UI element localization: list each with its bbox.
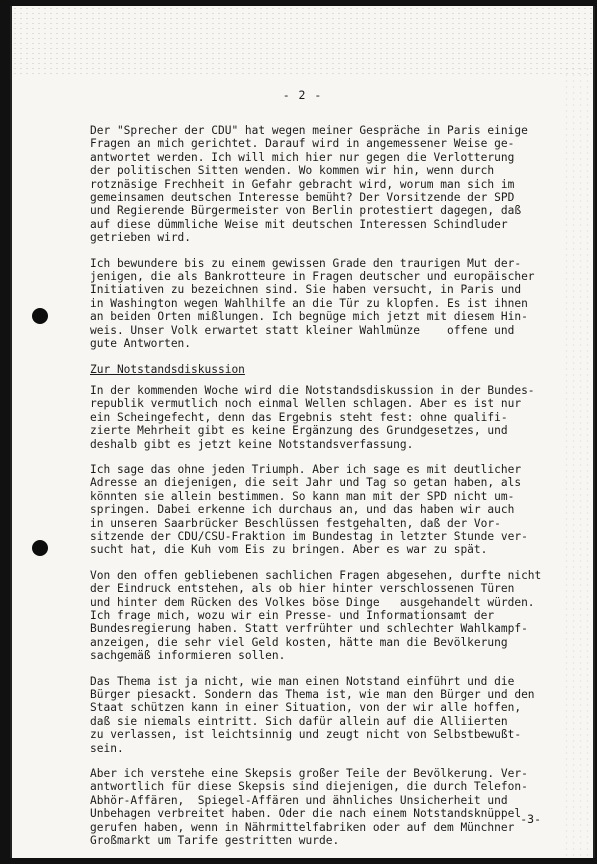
text-line: deshalb gibt es jetzt keine Notstandsverfassung. [90,437,414,451]
paragraph [90,569,570,663]
text-line: antwortlich für diese Skepsis sind diejenigen, die durch Telefon- [90,780,528,794]
text-line: Fragen an mich gerichtet. Darauf wird in angemessener Weise ge- [90,137,515,151]
punch-hole-icon [32,308,48,324]
text-line: Initiativen zu bezeichnen sind. Sie haben versucht, in Paris und [90,283,522,297]
text-line: Aber ich verstehe eine Skepsis großer Teile der Bevölkerung. Ver- [90,767,528,781]
text-line: der Eindruck entstehen, als ob hier hinter verschlossenen Türen [90,582,515,596]
text-line: Großmarkt um Tarife gestritten wurde. [90,834,340,848]
text-line: Staat schützen kann in einer Situation, von der wir alle hoffen, [90,701,522,715]
text-line: Der "Sprecher der CDU" hat wegen meiner Gespräche in Paris einige [90,124,528,137]
text-line: Ich frage mich, wozu wir ein Presse- und Informationsamt der [90,609,495,622]
text-line: rotznäsige Frechheit in Gefahr gebracht wird, worum man sich im [90,177,515,191]
text-line: auf diese dümmliche Weise mit deutschen Interessen Schindluder [90,217,508,231]
text-line: weis. Unser Volk erwartet statt kleiner Wahlmünze offene und [90,323,515,337]
punch-hole-icon [32,540,48,556]
paragraph [90,675,570,755]
text-line: Abhör-Affären, Spiegel-Affären und ähnliches Unsicherheit und [90,793,508,807]
text-line: in unseren Saarbrücker Beschlüssen festgehalten, daß der Vor- [90,516,501,530]
text-line: getrieben wird. [90,231,192,245]
page-number: - 2 - [282,88,323,102]
text-line: gerufen haben, wenn in Nährmittelfabriken oder auf dem Münchner [90,820,515,834]
paragraph [90,257,570,351]
text-line: Von den offen gebliebenen sachlichen Fragen abgesehen, durfte nicht [90,568,542,582]
text-line: republik vermutlich noch einmal Wellen schlagen. Aber es ist nur [90,397,522,411]
document-body [90,124,570,860]
text-line: an beiden Orten mißlungen. Ich begnüge mich jetzt mit diesem Hin- [90,310,528,324]
text-line: und hinter dem Rücken des Volkes böse Dinge ausgehandelt würden. [90,595,535,609]
text-line: gute Antworten. [90,337,192,351]
section-heading: Zur Notstandsdiskussion [90,362,245,376]
text-line: Bundesregierung haben. Statt verfrühter und schlechter Wahlkampf- [90,622,528,636]
text-line: zu verlassen, ist leichtsinnig und zeugt nicht von Selbstbewußt- [90,728,522,742]
text-line: Ich bewundere bis zu einem gewissen Grade den traurigen Mut der- [90,256,522,270]
text-line: der politischen Sitten wenden. Wo kommen wir hin, wenn durch [90,164,495,178]
text-line: In der kommenden Woche wird die Notstandsdiskussion in der Bundes- [90,383,535,397]
next-page-marker: -3- [520,812,541,826]
scan-noise-top [12,6,593,76]
text-line: anzeigen, die sehr viel Geld kosten, hätte man die Bevölkerung [90,635,508,649]
text-line: könnten sie allein bestimmen. So kann man mit der SPD nicht um- [90,489,515,503]
text-line: jenigen, die als Bankrotteure in Fragen deutscher und europäischer [90,270,535,284]
text-line: sein. [90,741,124,755]
text-line: sitzende der CDU/CSU-Fraktion im Bundestag in letzter Stunde ver- [90,529,528,543]
text-line: antwortet werden. Ich will mich hier nur gegen die Verlotterung [90,150,515,164]
text-line: zierte Mehrheit gibt es keine Ergänzung des Grundgesetzes, und [90,424,508,438]
text-line: Das Thema ist ja nicht, wie man einen Notstand einführt und die [90,674,515,688]
text-line: und Regierende Bürgermeister von Berlin protestiert dagegen, daß [90,204,522,218]
text-line: Ich sage das ohne jeden Triumph. Aber ich sage es mit deutlicher [90,462,522,476]
text-line: springen. Dabei erkenne ich durchaus an, und das haben wir auch [90,503,515,517]
document-page [10,6,595,858]
text-line: Adresse an diejenigen, die seit Jahr und Tag so getan haben, als [90,476,522,490]
text-line: ein Scheingefecht, denn das Ergebnis steht fest: ohne qualifi- [90,410,508,424]
text-line: in Washington wegen Wahlhilfe an die Tür zu klopfen. Es ist ihnen [90,296,528,310]
paragraph [90,767,570,847]
text-line: Unbehagen verbreitet haben. Oder die nach einem Notstandsknüppel [90,807,522,821]
text-line: sucht hat, die Kuh vom Eis zu bringen. Aber es war zu spät. [90,543,488,557]
paragraph [90,463,570,557]
paragraph [90,124,570,245]
text-line: daß sie niemals eintritt. Sich dafür allein auf die Alliierten [90,714,508,728]
text-line: sachgemäß informieren sollen. [90,649,286,663]
text-line: Bürger piesackt. Sondern das Thema ist, wie man den Bürger und den [90,688,535,702]
paragraph [90,384,570,451]
text-line: gemeinsamen deutschen Interesse bemüht? Der Vorsitzende der SPD [90,191,515,205]
